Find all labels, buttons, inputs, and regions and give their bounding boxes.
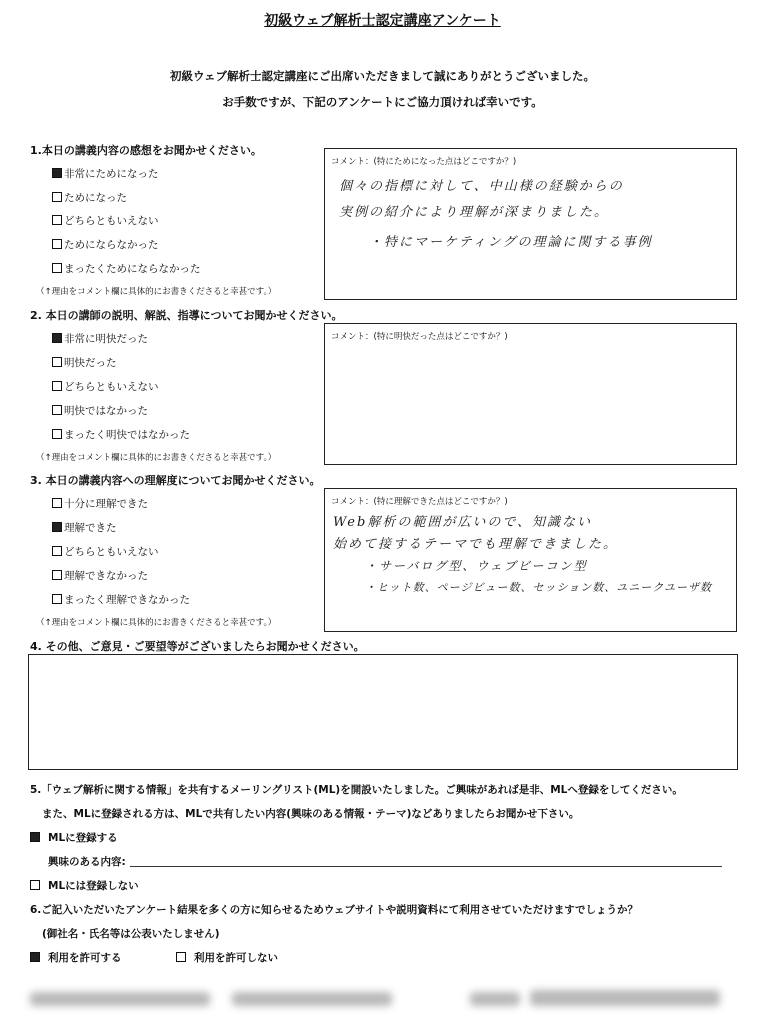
checkbox[interactable] (52, 215, 62, 225)
redacted-name (530, 990, 720, 1006)
checkbox[interactable] (52, 594, 62, 604)
ml-register-option[interactable]: MLに登録する (30, 830, 118, 845)
checkbox-checked[interactable] (30, 832, 40, 842)
q3-option-3[interactable]: どちらともいえない (52, 544, 159, 559)
checkbox[interactable] (52, 405, 62, 415)
q1-comment-label: コメント：(特にためになった点はどこですか？) (331, 157, 517, 167)
redacted-name-label (470, 992, 520, 1006)
checkbox[interactable] (52, 546, 62, 556)
q1-option-1[interactable]: 非常にためになった (52, 166, 159, 181)
q3-question: 3. 本日の講義内容への理解度についてお聞かせください。 (30, 474, 321, 487)
q3-comment-label: コメント：(特に理解できた点はどこですか？) (331, 497, 508, 507)
checkbox[interactable] (52, 357, 62, 367)
checkbox[interactable] (52, 263, 62, 273)
q3-handwriting-line-1: Web解析の範囲が広いので、知識ない (333, 515, 593, 530)
checkbox[interactable] (52, 192, 62, 202)
deny-use-option[interactable]: 利用を許可しない (176, 950, 278, 965)
q3-option-1[interactable]: 十分に理解できた (52, 496, 148, 511)
checkbox-checked[interactable] (52, 333, 62, 343)
q5-line-1: 5.「ウェブ解析に関する情報」を共有するメーリングリスト(ML)を開設いたしました。ご興味があれば是非、MLへ登録をしてください。 (30, 784, 683, 796)
q2-option-1[interactable]: 非常に明快だった (52, 331, 148, 346)
q2-question: 2. 本日の講師の説明、解説、指導についてお聞かせください。 (30, 309, 343, 322)
q2-comment-box[interactable] (324, 323, 737, 465)
q1-handwriting-line-3: ・特にマーケティングの理論に関する事例 (369, 235, 653, 250)
q1-handwriting-line-1: 個々の指標に対して、中山様の経験からの (339, 179, 624, 194)
checkbox[interactable] (52, 381, 62, 391)
q3-option-5[interactable]: まったく理解できなかった (52, 592, 190, 607)
checkbox-checked[interactable] (30, 952, 40, 962)
q1-option-5[interactable]: まったくためにならなかった (52, 261, 201, 276)
checkbox[interactable] (52, 239, 62, 249)
q2-option-2[interactable]: 明快だった (52, 355, 117, 370)
q6-line-1: 6.ご記入いただいたアンケート結果を多くの方に知らせるためウェブサイトや説明資料にて利用させていただけますでしょうか？ (30, 904, 639, 916)
q3-handwriting-line-2: 始めて接するテーマでも理解できました。 (333, 537, 619, 552)
q2-comment-label: コメント：(特に明快だった点はどこですか？) (331, 332, 508, 342)
checkbox-checked[interactable] (52, 168, 62, 178)
q6-line-2: (御社名・氏名等は公表いたしません) (42, 928, 220, 940)
redacted-department (232, 992, 392, 1006)
q4-question: 4. その他、ご意見・ご要望等がございましたらお聞かせください。 (30, 640, 365, 653)
q3-handwriting-line-3: ・サーバログ型、ウェブビーコン型 (365, 559, 588, 573)
q3-handwriting-line-4: ・ヒット数、ページビュー数、セッション数、ユニークユーザ数 (365, 581, 713, 594)
q5-line-2: また、MLに登録される方は、MLで共有したい内容(興味のある情報・テーマ)などありましたらお聞かせ下さい。 (42, 808, 580, 820)
intro-line-2: お手数ですが、下記のアンケートにご協力頂ければ幸いです。 (222, 95, 543, 109)
q1-question: 1.本日の講義内容の感想をお聞かせください。 (30, 144, 262, 157)
checkbox[interactable] (52, 429, 62, 439)
checkbox-checked[interactable] (52, 522, 62, 532)
q1-option-4[interactable]: ためにならなかった (52, 237, 159, 252)
q3-note: （↑理由をコメント欄に具体的にお書きくださると幸甚です。） (36, 618, 277, 628)
intro-line-1: 初級ウェブ解析士認定講座にご出席いただきまして誠にありがとうございました。 (169, 69, 596, 83)
q1-comment-box[interactable] (324, 148, 737, 300)
q1-handwriting-line-2: 実例の紹介により理解が深まりました。 (339, 205, 610, 220)
q4-comment-box[interactable] (28, 654, 738, 770)
q1-option-2[interactable]: ためになった (52, 190, 127, 205)
q3-comment-box[interactable] (324, 488, 737, 632)
checkbox[interactable] (30, 880, 40, 890)
checkbox[interactable] (176, 952, 186, 962)
allow-use-option[interactable]: 利用を許可する (30, 950, 122, 965)
q3-option-4[interactable]: 理解できなかった (52, 568, 148, 583)
checkbox[interactable] (52, 498, 62, 508)
checkbox[interactable] (52, 570, 62, 580)
q1-note: （↑理由をコメント欄に具体的にお書きくださると幸甚です。） (36, 287, 277, 297)
q3-option-2[interactable]: 理解できた (52, 520, 117, 535)
q2-option-5[interactable]: まったく明快ではなかった (52, 427, 190, 442)
q1-option-3[interactable]: どちらともいえない (52, 213, 159, 228)
survey-title: 初級ウェブ解析士認定講座アンケート (264, 13, 501, 29)
q2-option-4[interactable]: 明快ではなかった (52, 403, 148, 418)
interest-input[interactable] (130, 866, 722, 867)
ml-no-register-option[interactable]: MLには登録しない (30, 878, 139, 893)
q2-note: （↑理由をコメント欄に具体的にお書きくださると幸甚です。） (36, 453, 277, 463)
interest-label: 興味のある内容: (48, 856, 126, 868)
q2-option-3[interactable]: どちらともいえない (52, 379, 159, 394)
redacted-company (30, 992, 210, 1006)
